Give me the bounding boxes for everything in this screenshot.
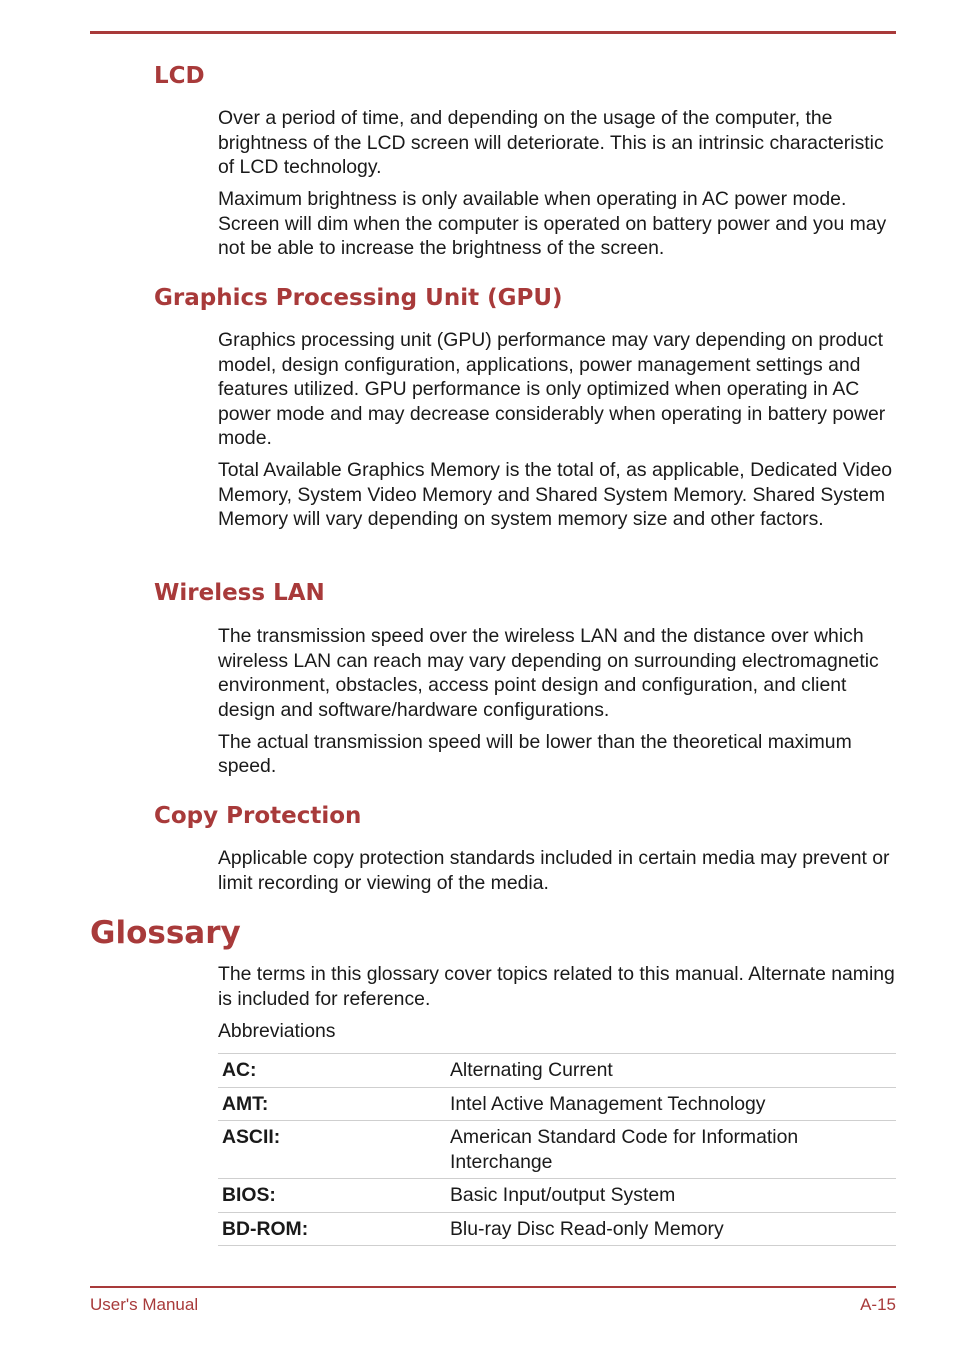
section-copy-body [218, 846, 898, 903]
term-cell: AC: [218, 1054, 442, 1088]
heading-wireless-lan: Wireless LAN [154, 580, 325, 606]
term-cell: BIOS: [218, 1179, 442, 1213]
section-wireless-body [218, 624, 898, 786]
heading-gpu: Graphics Processing Unit (GPU) [154, 285, 563, 311]
bottom-rule [90, 1286, 896, 1288]
abbreviations-table [218, 1053, 896, 1246]
top-rule [90, 31, 896, 34]
heading-glossary: Glossary [90, 915, 241, 951]
abbreviations-label: Abbreviations [218, 1019, 336, 1042]
paragraph: The actual transmission speed will be lower than the theoretical maximum speed. [218, 730, 852, 777]
section-lcd-body [218, 106, 898, 268]
table-row [218, 1087, 896, 1121]
term-cell: AMT: [218, 1087, 442, 1121]
paragraph: Graphics processing unit (GPU) performance may vary depending on product model, design configuration, applications, power management settings and features utilized. GPU performance is only optimized when operating in AC power mode and may decrease considerably when operating in battery power mode. [218, 329, 886, 449]
glossary-intro-block [218, 962, 898, 1051]
term-cell: ASCII: [218, 1121, 442, 1179]
section-gpu-body [218, 328, 898, 539]
footer-manual-title: User's Manual [90, 1295, 199, 1314]
definition-cell: Blu-ray Disc Read-only Memory [442, 1212, 896, 1246]
definition-cell: Intel Active Management Technology [442, 1087, 896, 1121]
definition-cell: Alternating Current [442, 1054, 896, 1088]
term-cell: BD-ROM: [218, 1212, 442, 1246]
table-row [218, 1054, 896, 1088]
paragraph: Maximum brightness is only available when operating in AC power mode. Screen will dim when the computer is operated on battery power and you may not be able to increase the brightness of the screen. [218, 188, 887, 259]
paragraph: Applicable copy protection standards included in certain media may prevent or limit recording or viewing of the media. [218, 847, 890, 894]
table-row [218, 1121, 896, 1179]
paragraph: Total Available Graphics Memory is the total of, as applicable, Dedicated Video Memory, System Video Memory and Shared System Memory. Shared System Memory will vary depending on system memory size and other factors. [218, 459, 893, 530]
glossary-intro: The terms in this glossary cover topics related to this manual. Alternate naming is included for reference. [218, 963, 895, 1010]
table-row [218, 1212, 896, 1246]
heading-lcd: LCD [154, 63, 205, 89]
definition-cell: Basic Input/output System [442, 1179, 896, 1213]
definition-cell: American Standard Code for Information Interchange [442, 1121, 896, 1179]
table-row [218, 1179, 896, 1213]
paragraph: Over a period of time, and depending on the usage of the computer, the brightness of the LCD screen will deteriorate. This is an intrinsic characteristic of LCD technology. [218, 107, 884, 178]
paragraph: The transmission speed over the wireless LAN and the distance over which wireless LAN can reach may vary depending on surrounding electromagnetic environment, obstacles, access point design and configuration, and client design and software/hardware configurations. [218, 625, 879, 721]
heading-copy-protection: Copy Protection [154, 803, 362, 829]
footer-page-number: A-15 [860, 1295, 896, 1314]
